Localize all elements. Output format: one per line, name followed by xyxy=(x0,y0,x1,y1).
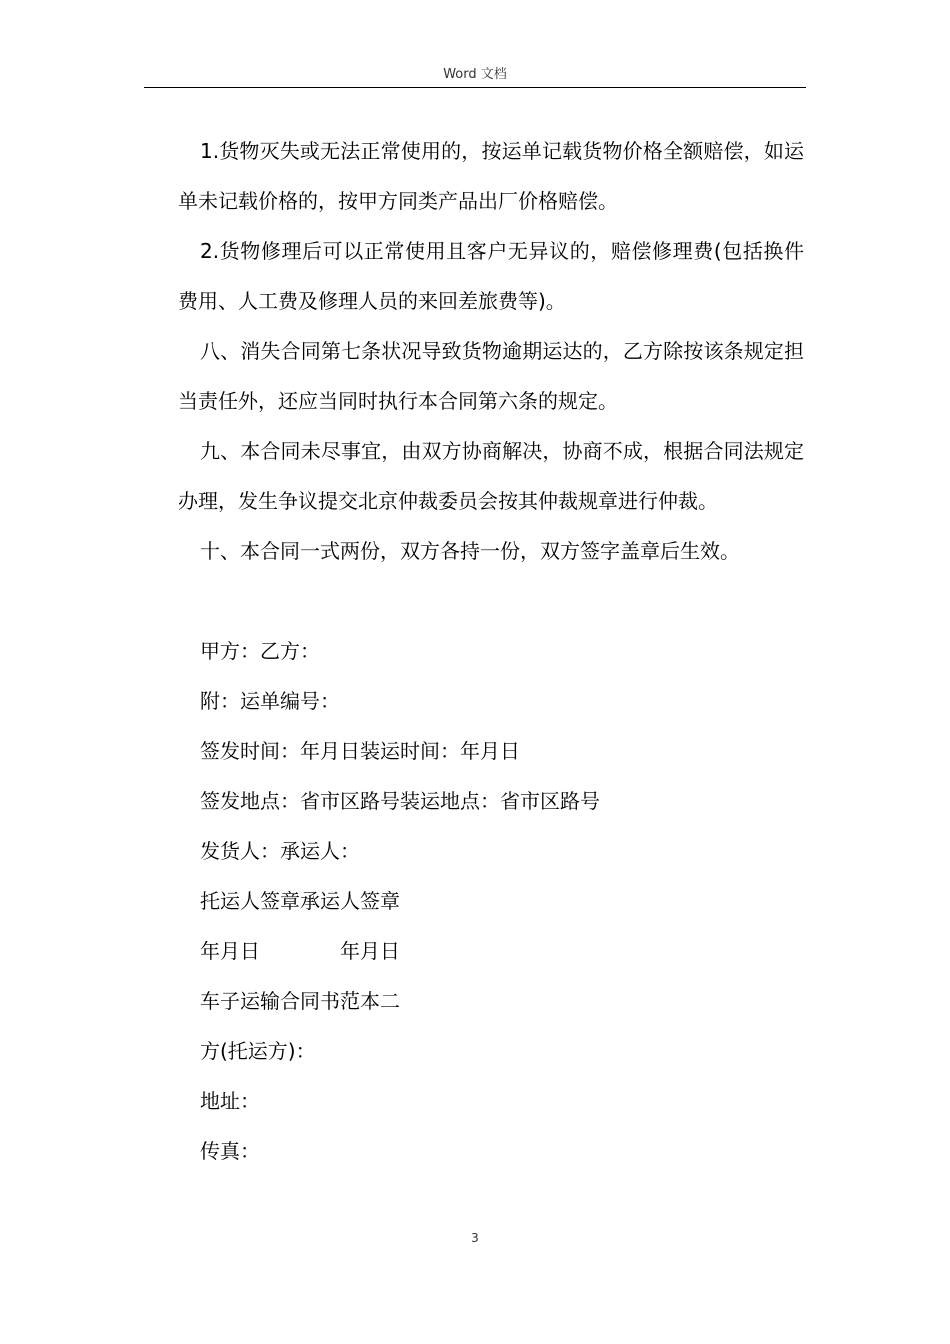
dates-line xyxy=(178,926,804,976)
clause-10: 十、本合同一式两份，双方各持一份，双方签字盖章后生效。 xyxy=(200,539,740,563)
document-body xyxy=(178,126,804,1176)
signatures-line: 托运人签章承运人签章 xyxy=(200,889,400,913)
clause-9: 九、本合同未尽事宜，由双方协商解决，协商不成，根据合同法规定办理，发生争议提交北京仲裁委员会按其仲裁规章进行仲裁。 xyxy=(178,439,804,513)
date-right: 年月日 xyxy=(340,939,400,963)
contract-title-line: 车子运输合同书范本二 xyxy=(200,989,400,1013)
blank-line xyxy=(178,576,804,626)
issue-place-line: 签发地点：省市区路号装运地点：省市区路号 xyxy=(200,789,600,813)
clause-2: 2.货物修理后可以正常使用且客户无异议的，赔偿修理费(包括换件费用、人工费及修理人员的来回差旅费等)。 xyxy=(178,239,804,313)
address-line: 地址： xyxy=(200,1089,260,1113)
issue-time-line: 签发时间：年月日装运时间：年月日 xyxy=(200,739,520,763)
date-left: 年月日 xyxy=(200,939,260,963)
header-divider xyxy=(144,87,806,88)
fax-line: 传真： xyxy=(200,1139,260,1163)
party-a-line: 方(托运方)： xyxy=(200,1039,316,1063)
shipper-carrier-line: 发货人：承运人： xyxy=(200,839,360,863)
attachment-line: 附：运单编号： xyxy=(200,689,340,713)
page-header: Word 文档 xyxy=(443,67,507,82)
clause-8: 八、消失合同第七条状况导致货物逾期运达的，乙方除按该条规定担当责任外，还应当同时执行本合同第六条的规定。 xyxy=(178,339,804,413)
clause-1: 1.货物灭失或无法正常使用的，按运单记载货物价格全额赔偿，如运单未记载价格的，按甲方同类产品出厂价格赔偿。 xyxy=(178,139,804,213)
parties-line: 甲方：乙方： xyxy=(200,639,320,663)
page-number: 3 xyxy=(471,1231,479,1245)
